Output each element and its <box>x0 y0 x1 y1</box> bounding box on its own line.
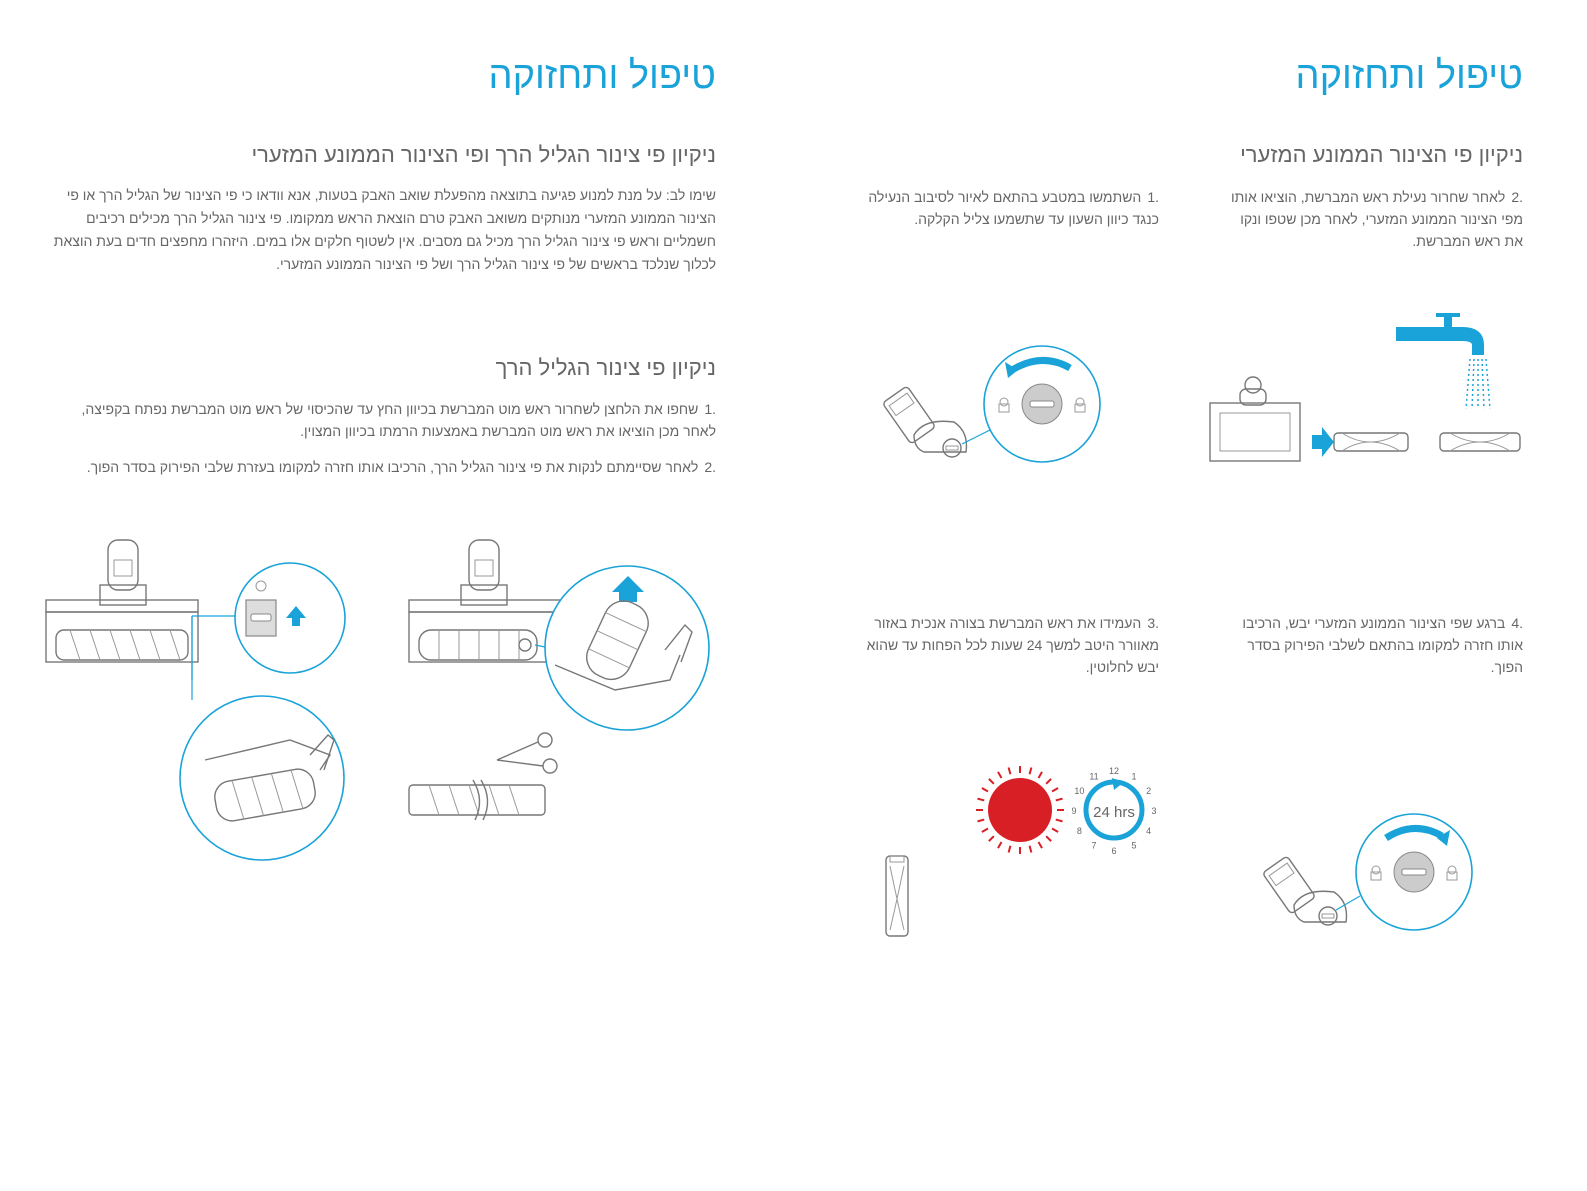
left-page <box>0 0 793 1191</box>
right-page <box>794 0 1587 1191</box>
sun-ray <box>1052 829 1058 833</box>
sun-ray <box>1009 767 1011 774</box>
step-number: .1 <box>1147 189 1159 205</box>
clock-number: 12 <box>1108 766 1120 776</box>
clock-number: 10 <box>1074 786 1085 796</box>
sun-ray <box>1052 788 1058 792</box>
sun-ray <box>989 836 994 841</box>
sun-ray <box>1039 772 1043 778</box>
step-text: ברגע שפי הצינור הממונע המזערי יבש, הרכיבו אותו חזרה למקומו בהתאם לשלבי הפירוק בסדר הפוך. <box>1242 615 1523 675</box>
step-number: .4 <box>1511 615 1523 631</box>
sun-icon <box>988 778 1052 842</box>
reassemble-illustration <box>1264 810 1484 940</box>
clock-number: 5 <box>1131 840 1137 851</box>
sun-ray <box>1056 820 1063 822</box>
coin-unlock-illustration <box>884 340 1204 470</box>
clock-number: 1 <box>1131 771 1137 782</box>
section-title-main: ניקיון פי צינור הגליל הרך ופי הצינור הממונע המזערי <box>251 142 716 167</box>
sun-ray <box>1039 842 1043 848</box>
step-1 <box>56 398 716 442</box>
step-number: .2 <box>1511 189 1523 205</box>
clock-number: 3 <box>1151 806 1157 816</box>
step-text: לאחר שחרור נעילת ראש המברשת, הוציאו אותו מפי הצינור הממונע המזערי, לאחר מכן שטפו ונקו את ראש המברשת. <box>1231 189 1523 249</box>
clock-number: 11 <box>1089 771 1099 782</box>
clock-number: 7 <box>1091 840 1097 851</box>
step-2 <box>56 456 716 478</box>
clock-number: 4 <box>1146 826 1152 836</box>
step-text: שחפו את הלחצן לשחרור ראש מוט המברשת בכיוון החץ עד שהכיסוי של ראש מוט המברשת נפתח בקפיצה, לאחר מכן הוציאו את ראש מוט המברשת באמצעות הרמתו בכיוון המצוין. <box>81 401 716 439</box>
sun-ray <box>1030 846 1032 853</box>
step-text: לאחר שסיימתם לנקות את פי צינור הגליל הרך, הרכיבו אותו חזרה למקומו בעזרת שלבי הפירוק בסדר הפוך. <box>86 459 699 475</box>
clock-label: 24 hrs <box>1093 804 1135 821</box>
rinse-brush-illustration <box>1204 305 1534 475</box>
dry-24hrs-illustration <box>884 760 1157 950</box>
step-text: השתמשו במטבע בהתאם לאיור לסיבוב הנעילה כנגד כיוון השעון עד שתשמעו צליל הקלקה. <box>868 189 1159 227</box>
step-number: .3 <box>1147 615 1159 631</box>
step-1 <box>859 186 1159 230</box>
step-number: .1 <box>704 401 716 417</box>
sun-ray <box>977 820 984 822</box>
section-title-soft-roller: ניקיון פי צינור הגליל הרך <box>495 355 716 380</box>
sun-ray <box>998 772 1002 778</box>
clock-number: 6 <box>1111 846 1117 856</box>
clock-number: 9 <box>1071 806 1077 816</box>
clock-number: 8 <box>1076 826 1082 836</box>
safety-note: שימו לב: על מנת למנוע פגיעה בתוצאה מהפעלת שואב האבק בטעות, אנא וודאו כי פי הצינור של הגליל הרך או פי הצינור הממונע המזערי מנותקים משואב האבק טרם הוצאת הראש ממקומו. פי צינור הגליל הרך מכילים רכיבים חשמליים וראש פי צינור הגליל הרך מכיל גם מסבים. אין לשטוף חלקים אלו במים. היזהרו מחפצים חדים בעת הוצאת לכלוך שנלכד בראשים של פי צינור הגליל הרך ושל פי הצינור הממונע המזערי. <box>53 187 716 272</box>
sun-ray <box>977 799 984 801</box>
step-3 <box>849 612 1159 678</box>
clock-number: 2 <box>1146 786 1152 796</box>
sun-ray <box>982 788 988 792</box>
step-text: העמידו את ראש המברשת בצורה אנכית באזור מאוורר היטב למשך 24 שעות לכל הפחות עד שהוא יבש לחלוטין. <box>866 615 1159 675</box>
soft-roller-lift-illustration <box>405 530 725 830</box>
sun-ray <box>1056 799 1063 801</box>
sun-ray <box>982 829 988 833</box>
page-title: טיפול ותחזוקה <box>1295 55 1523 97</box>
sun-ray <box>1030 767 1032 774</box>
soft-roller-release-illustration <box>40 530 360 870</box>
step-2 <box>1223 186 1523 252</box>
sun-ray <box>1046 836 1051 841</box>
step-number: .2 <box>704 459 716 475</box>
page-title: טיפול ותחזוקה <box>488 55 716 97</box>
section-title-micro-motor: ניקיון פי הצינור הממונע המזערי <box>1240 142 1523 167</box>
sun-ray <box>998 842 1002 848</box>
sun-ray <box>1009 846 1011 853</box>
step-4 <box>1223 612 1523 678</box>
sun-ray <box>989 779 994 784</box>
sun-ray <box>1046 779 1051 784</box>
